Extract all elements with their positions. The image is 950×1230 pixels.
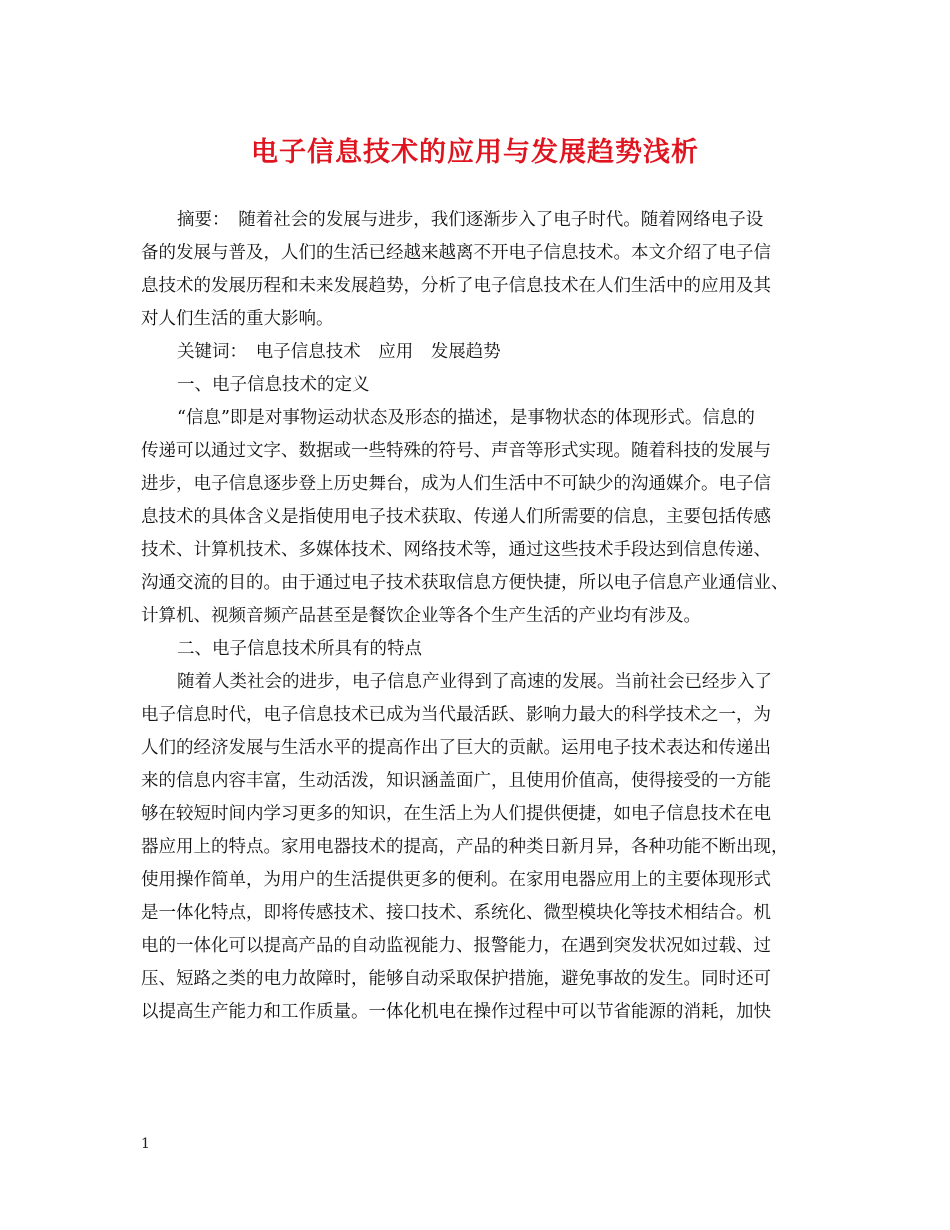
paragraph-line: 人们的经济发展与生活水平的提高作出了巨大的贡献。运用电子技术表达和传递出 bbox=[141, 738, 771, 758]
paragraph-line: 随着人类社会的进步，电子信息产业得到了高速的发展。当前社会已经步入了 bbox=[177, 672, 772, 692]
paragraph-line: “信息”即是对事物运动状态及形态的描述，是事物状态的体现形式。信息的 bbox=[177, 408, 755, 428]
paragraph-line: 传递可以通过文字、数据或一些特殊的符号、声音等形式实现。随着科技的发展与 bbox=[141, 441, 771, 461]
paragraph-line: 是一体化特点，即将传感技术、接口技术、系统化、微型模块化等技术相结合。机 bbox=[141, 903, 771, 923]
paragraph-line: 息技术的具体含义是指使用电子技术获取、传递人们所需要的信息，主要包括传感 bbox=[141, 507, 771, 527]
section-heading: 二、电子信息技术所具有的特点 bbox=[177, 639, 422, 659]
paragraph-line: 计算机、视频音频产品甚至是餐饮企业等各个生产生活的产业均有涉及。 bbox=[141, 606, 701, 626]
paragraph-line: 电的一体化可以提高产品的自动监视能力、报警能力，在遇到突发状况如过载、过 bbox=[141, 936, 771, 956]
paragraph-line: 来的信息内容丰富，生动活泼，知识涵盖面广，且使用价值高，使得接受的一方能 bbox=[141, 771, 771, 791]
page-number: 1 bbox=[141, 1136, 150, 1152]
abstract-line: 摘要： 随着社会的发展与进步，我们逐渐步入了电子时代。随着网络电子设 bbox=[177, 210, 764, 230]
abstract-line: 备的发展与普及，人们的生活已经越来越离不开电子信息技术。本文介绍了电子信 bbox=[141, 243, 771, 263]
keywords-line: 关键词： 电子信息技术 应用 发展趋势 bbox=[177, 342, 501, 362]
abstract-line: 对人们生活的重大影响。 bbox=[141, 309, 334, 329]
document-title: 电子信息技术的应用与发展趋势浅析 bbox=[251, 137, 699, 168]
paragraph-line: 以提高生产能力和工作质量。一体化机电在操作过程中可以节省能源的消耗，加快 bbox=[141, 1002, 771, 1022]
document-body bbox=[141, 204, 813, 1029]
abstract-line: 息技术的发展历程和未来发展趋势，分析了电子信息技术在人们生活中的应用及其 bbox=[141, 276, 771, 296]
paragraph-line: 进步，电子信息逐步登上历史舞台，成为人们生活中不可缺少的沟通媒介。电子信 bbox=[141, 474, 771, 494]
paragraph-line: 技术、计算机技术、多媒体技术、网络技术等，通过这些技术手段达到信息传递、 bbox=[141, 540, 771, 560]
paragraph-line: 器应用上的特点。家用电器技术的提高，产品的种类日新月异，各种功能不断出现， bbox=[141, 837, 789, 857]
paragraph-line: 沟通交流的目的。由于通过电子技术获取信息方便快捷，所以电子信息产业通信业、 bbox=[141, 573, 789, 593]
paragraph-line: 压、短路之类的电力故障时，能够自动采取保护措施，避免事故的发生。同时还可 bbox=[141, 969, 771, 989]
section-heading: 一、电子信息技术的定义 bbox=[177, 375, 370, 395]
paragraph-line: 够在较短时间内学习更多的知识，在生活上为人们提供便捷，如电子信息技术在电 bbox=[141, 804, 771, 824]
paragraph-line: 使用操作简单，为用户的生活提供更多的便利。在家用电器应用上的主要体现形式 bbox=[141, 870, 771, 890]
paragraph-line: 电子信息时代，电子信息技术已成为当代最活跃、影响力最大的科学技术之一，为 bbox=[141, 705, 771, 725]
